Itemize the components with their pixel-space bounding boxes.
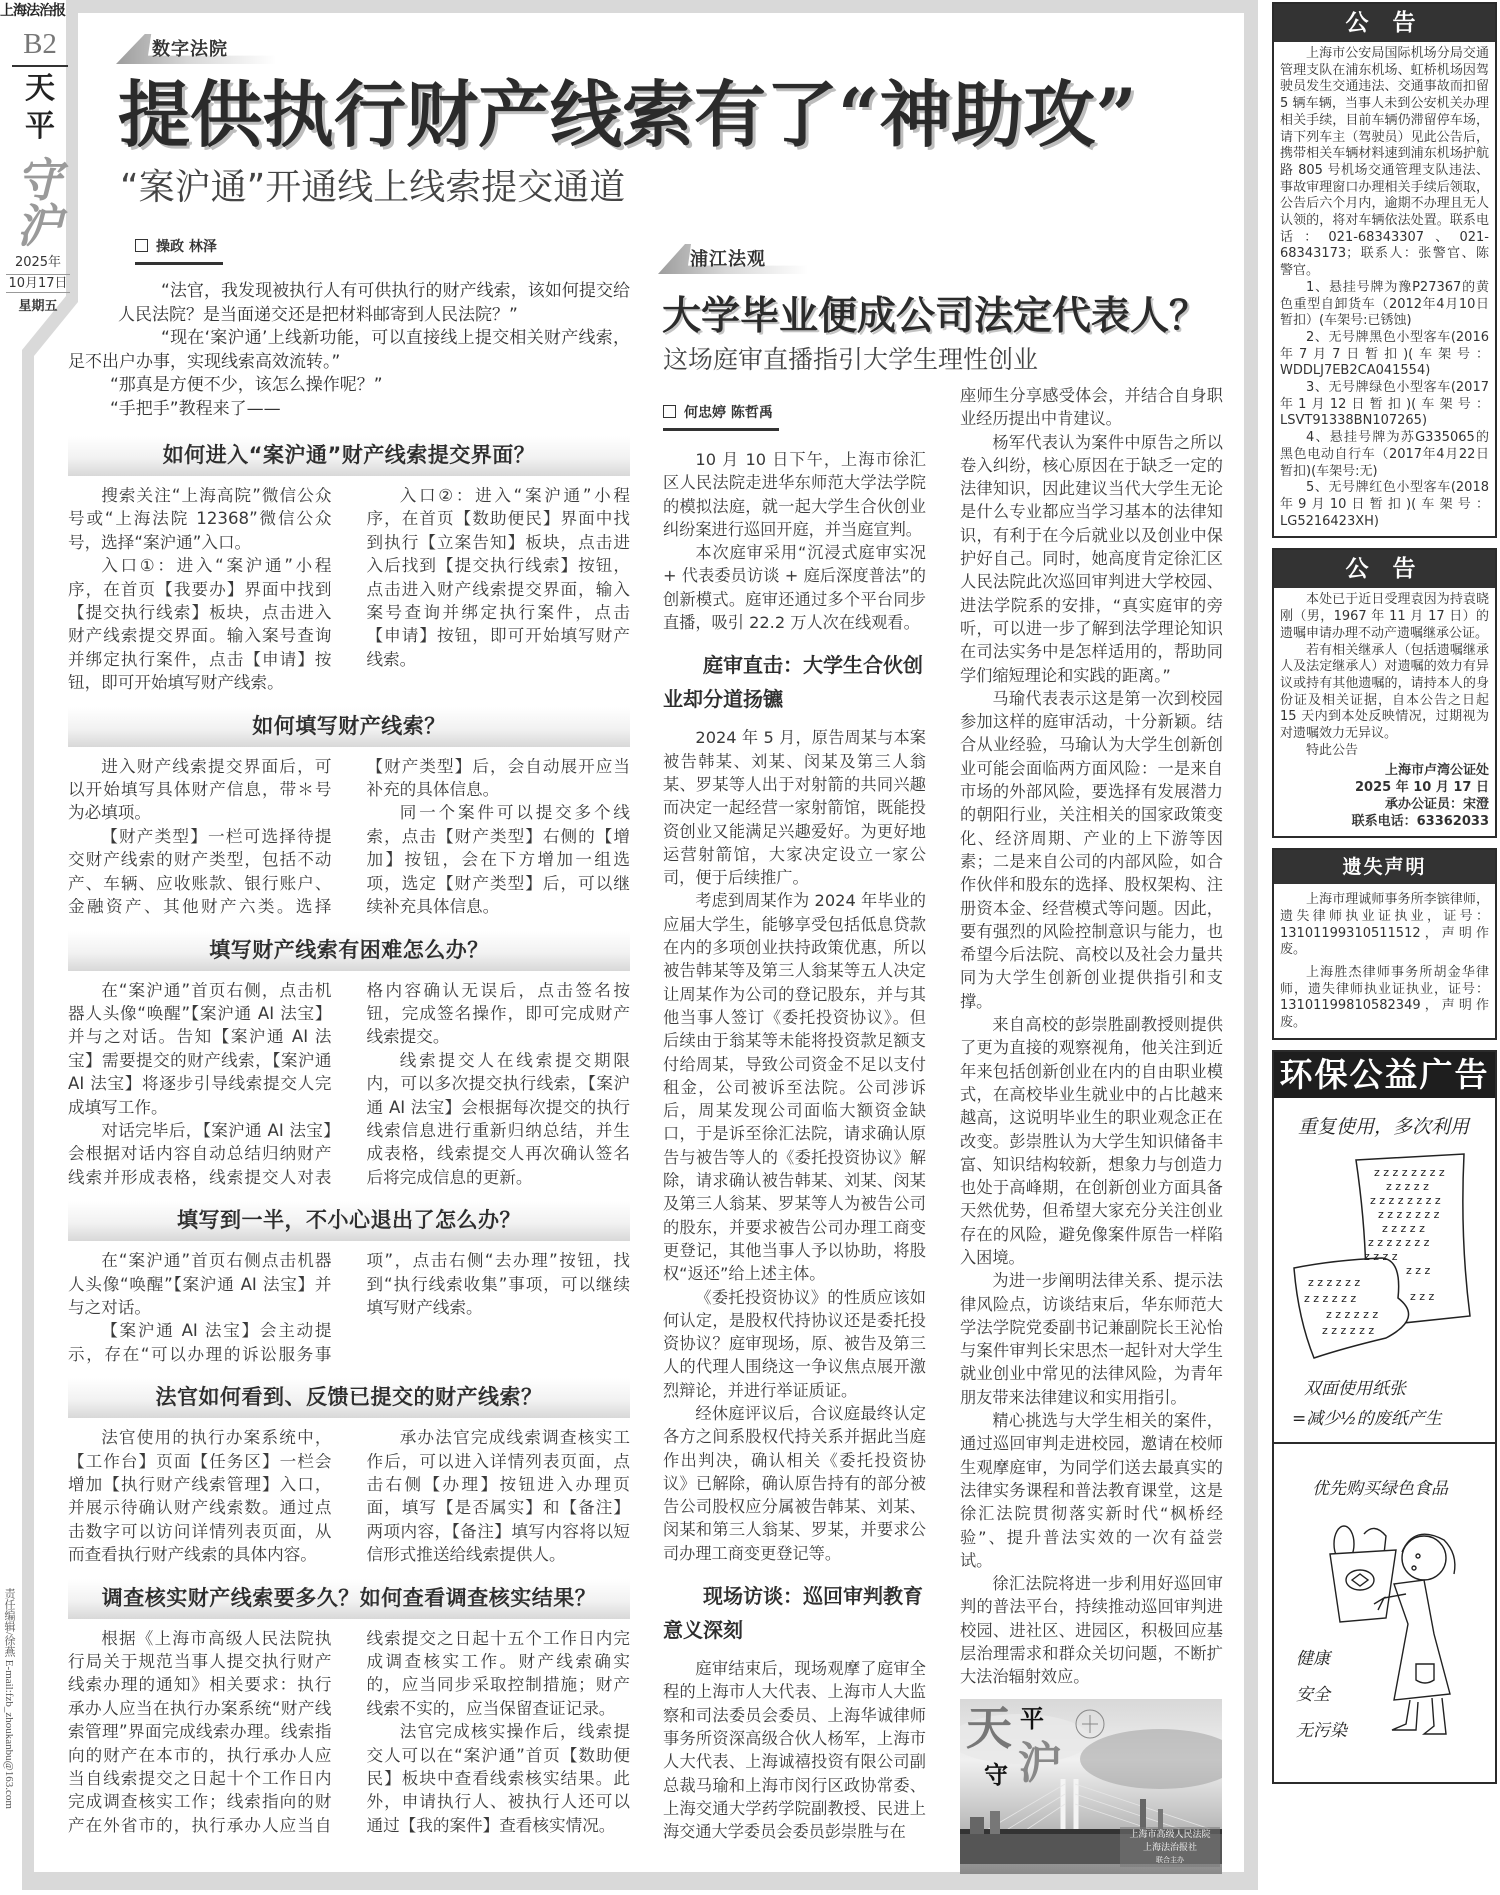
intro <box>68 280 630 421</box>
byline <box>135 236 223 265</box>
paragraph: 入口①：进入“案沪通”小程序，在首页【我要办】界面中找到【提交执行线索】板块，点击进入财产线索提交界面。输入案号查询并绑定执行案件，点击【申请】按钮，即可开始填写财产线索。 <box>68 556 332 693</box>
section-body <box>68 1627 630 1838</box>
section-body <box>68 979 630 1190</box>
notice-paragraph: 若有相关继承人（包括遗嘱继承人及法定继承人）对遗嘱的效力有异议或持有其他遗嘱的，请持本人的身份证及相关证据，自本公告之日起 15 天内到本处反映情况，过期视为对遗嘱效力无异议。 <box>1280 642 1489 742</box>
paragraph: 同一个案件可以提交多个线索，点击【财产类型】右侧的【增加】按钮，会在下方增加一组选项，选定【财产类型】后，可以继续补充具体信息。 <box>366 803 630 917</box>
notice-body <box>1274 588 1495 836</box>
section-heading: 填写到一半，不小心退出了怎么办？ <box>68 1201 630 1241</box>
paragraph: 根据《上海市高级人民法院执行局关于规范当事人提交执行财产线索办理的通知》相关要求：执行承办人应当在执行办案系统“财产线索管理”界面完成线索办理。线索指向的财产在本市的，执行承办人应当自线索提交之日起十个工作日内完成调查核实工作；线索指向的财产在外省市的，执行承办人应当自线索提交之日起十五个工作日内完成调查核实工作。财产线索确实的，应当同步采取控制措施；财产线索不实的，应当保留查证记录。 <box>68 1628 630 1835</box>
notice-vehicles <box>1272 2 1497 538</box>
article-column-right <box>960 384 1223 1874</box>
svg-text:z z z z z z z z: z z z z z z z z <box>1370 1193 1441 1207</box>
byline <box>663 402 779 431</box>
notice-paragraph: 本处已于近日受理袁因为持袁晓刚（男，1967 年 11 月 17 日）的遗嘱申请办理不动产遗嘱继承公证。 <box>1280 592 1489 641</box>
paragraph: 来自高校的彭崇胜副教授则提供了更为直接的观察视角，他关注到近年来包括创新创业在内的自由职业模式，在高校毕业生就业中的占比越来越高，这说明毕业生的职业观念正在改变。彭崇胜认为大学生知识储备丰富、知识结构较新，想象力与创造力也处于高峰期，在创新创业方面具备天然优势，但希望大家充分关注创业存在的风险，避免像案件原告一样陷入困境。 <box>960 1015 1223 1267</box>
ad-word: 无污染 <box>1296 1720 1347 1741</box>
caption-line: 上海市高级人民法院 <box>1129 1829 1211 1840</box>
notice-lost-statement <box>1272 848 1497 1040</box>
ad-caption: =减少½的废纸产生 <box>1292 1408 1442 1429</box>
section-heading: 如何进入“案沪通”财产线索提交界面？ <box>68 436 630 476</box>
banner-logo-char: 沪 <box>1018 1737 1062 1789</box>
headline: 提供执行财产线索有了“神助攻” <box>118 72 1137 157</box>
byline-box-icon <box>663 405 676 418</box>
paragraph: 法官使用的执行办案系统中，【工作台】页面【任务区】一栏会增加【执行财产线索管理】入口，并展示待确认财产线索数。通过点击数字可以访问详情列表页面，从而查看执行财产线索的具体内容。 <box>68 1428 332 1565</box>
banner-logo-char: 守 <box>984 1760 1008 1789</box>
svg-text:z z z z z z z: z z z z z z z <box>1378 1207 1440 1221</box>
paragraph: 进入财产线索提交界面后，可以开始填写具体财产信息，带＊号为必填项。 <box>68 756 332 823</box>
svg-text:z z z z z: z z z z z <box>1382 1221 1425 1235</box>
notice-title: 遗失声明 <box>1274 850 1495 884</box>
notice-item: 3、无号牌绿色小型客车(2017年1月12日暂扣)(车架号：LSVT91338BN107265) <box>1280 380 1489 429</box>
section-tag-label: 浦江法观 <box>690 249 766 270</box>
notice-item: 4、悬挂号牌为苏G335065的黑色电动自行车（2017年4月22日暂扣)(车架号:无) <box>1280 430 1489 479</box>
issue-weekday: 星期五 <box>18 299 58 314</box>
notices-column <box>1272 2 1497 1794</box>
subheadline: 这场庭审直播指引大学生理性创业 <box>663 345 1039 374</box>
paragraph: 入口②：进入“案沪通”小程序，在首页【数助便民】界面中找到执行【立案告知】板块，点击进入后找到【提交执行线索】按钮，点击进入财产线索提交界面，输入案号查询并绑定执行案件，点击【申请】按钮，即可开始填写财产线索。 <box>366 486 630 669</box>
notice-item: 5、无号牌红色小型客车(2018年9月10日暂扣)(车架号：LG5216423XH) <box>1280 480 1489 529</box>
paragraph: 在“案沪通”首页右侧点击机器人头像“唤醒”【案沪通 AI 法宝】并与之对话。 <box>68 1251 332 1317</box>
page-number: B2 <box>12 28 68 67</box>
notice-signature: 上海市卢湾公证处 <box>1384 763 1489 779</box>
paragraph: 杨军代表认为案件中原告之所以卷入纠纷，核心原因在于缺乏一定的法律知识，因此建议当代大学生无论是什么专业都应当学习基本的法律知识，有利于在今后就业以及创业中保护好自己。同时，她高度肯定徐汇区人民法院此次巡回审判进大学校园、进法学院系的安排，“真实庭审的旁听，可以进一步了解到法学理论知识在司法实务中是怎样适用的，帮助同学们缩短理论和实践的距离。” <box>960 432 1223 685</box>
section-heading: 法官如何看到、反馈已提交的财产线索？ <box>68 1378 630 1418</box>
notice-signature: 承办公证员：宋澄 <box>1384 796 1489 812</box>
section-body <box>68 484 630 695</box>
column-banner-photo <box>960 1699 1222 1874</box>
notice-notary <box>1272 548 1497 838</box>
article-section <box>68 1378 630 1566</box>
notice-body <box>1274 884 1495 1038</box>
intro-paragraph: “现在‘案沪通’上线新功能，可以直接线上提交相关财产线索，足不出户办事，实现线索高效流转。” <box>68 328 630 372</box>
notice-body <box>1274 42 1495 536</box>
article-section <box>68 1201 630 1366</box>
issue-year: 2025年 <box>14 255 62 270</box>
svg-text:z z z: z z z <box>1406 1263 1431 1277</box>
article-section <box>68 436 630 695</box>
article-section <box>68 931 630 1190</box>
paragraph: 座师生分享感受体会，并结合自身职业经历提出中肯建议。 <box>960 386 1223 429</box>
svg-text:z z z: z z z <box>1410 1289 1435 1303</box>
article-sections <box>68 436 630 1849</box>
paragraph: 承办法官完成线索调查核实工作后，可以进入详情列表页面，点击右侧【办理】按钮进入办理页面，填写【是否属实】和【备注】两项内容，【备注】填写内容将以短信形式推送给线索提供人。 <box>366 1428 630 1565</box>
byline-box-icon <box>135 239 148 252</box>
column-name-char: 守 <box>16 153 62 207</box>
notice-paragraph: 特此公告 <box>1306 742 1359 758</box>
article-section <box>68 707 630 919</box>
notice-item: 1、悬挂号牌为豫P27367的黄色重型自卸货车（2012年4月10日暂扣）(车架号:已锈蚀) <box>1280 279 1489 329</box>
paragraph: 考虑到周某作为 2024 年毕业的应届大学生，能够享受包括低息贷款在内的多项创业扶持政策优惠，所以被告韩某等及第三人翁某等五人决定让周某作为公司的登记股东，并与其他当事人签订《委托投资协议》。但后续由于翁某等未能将投资款足额支付给周某，导致公司资金不足以支付租金，公司被诉至法院。公司涉诉后，周某发现公司面临大额资金缺口，于是诉至徐汇法院，请求确认原告与被告等人的《委托投资协议》解除，请求确认被告韩某、刘某、闵某及第三人翁某、罗某等人为被告公司的股东，并要求被告公司办理工商变更登记，其他当事人予以协助，将股权“返还”给上述主体。 <box>663 891 926 1284</box>
paragraph: 为进一步阐明法律关系、提示法律风险点，访谈结束后，华东师范大学法学院党委副书记兼副院长王沁怡与案件审判长宋思杰一起针对大学生就业创业中常见的法律风险，为青年朋友带来法律建议和实用指引。 <box>960 1271 1223 1407</box>
paragraph: 马瑜代表表示这是第一次到校园参加这样的庭审活动，十分新颖。结合从业经验，马瑜认为大学生创新创业可能会面临两方面风险：一是来自市场的外部风险，要选择有发展潜力的朝阳行业，关注相关的国家政策变化、经济周期、产业的上下游等因素；二是来自公司的内部风险，如合作伙伴和股东的选择、股权架构、注册资本金、经营模式等问题。因此，要有强烈的风险控制意识与能力，也希望今后法院、高校以及社会力量共同为大学生创新创业提供指引和支撑。 <box>960 688 1223 1011</box>
article-section <box>68 1579 630 1838</box>
paragraph: 【案沪通 AI 法宝】会主动提示，存在“可以办理的诉讼服务事项”，点击右侧“去办理”按钮，找到“执行线索收集”事项，可以继续填写财产线索。 <box>68 1251 630 1364</box>
ad-slogan: 优先购买绿色食品 <box>1312 1478 1448 1499</box>
article-column-left <box>663 448 926 1843</box>
subheading: 现场访谈：巡回审判教育意义深刻 <box>663 1584 923 1643</box>
intro-paragraph: “手把手”教程来了—— <box>110 398 281 419</box>
section-heading: 填写财产线索有困难怎么办？ <box>68 931 630 971</box>
caption-line: 上海法治报社 <box>1142 1842 1197 1853</box>
public-service-ad <box>1272 1050 1497 1784</box>
paragraph: 本次庭审采用“沉浸式庭审实况 + 代表委员访谈 + 庭后深度普法”的创新模式。庭审还通过多个平台同步直播，吸引 22.2 万人次在线观看。 <box>663 543 926 633</box>
banner-logo-char: 天 <box>966 1700 1012 1755</box>
svg-text:z z z z z z: z z z z z z <box>1308 1275 1361 1289</box>
byline-authors: 何忠婷 陈哲禹 <box>684 405 773 421</box>
section-heading: 调查核实财产线索要多久？如何查看调查核实结果？ <box>68 1579 630 1619</box>
headline: 大学毕业便成公司法定代表人？ <box>662 293 1209 339</box>
svg-text:z z z z z z z z: z z z z z z z z <box>1374 1165 1445 1179</box>
paragraph: 庭审结束后，现场观摩了庭审全程的上海市人大代表、上海市人大监察和司法委员会委员、上海华诚律师事务所资深高级合伙人杨军，上海市人大代表、上海诚禧投资有限公司副总裁马瑜和上海市闵行区政协常委、上海交通大学药学院副教授、民进上海交通大学委员会委员彭崇胜与在 <box>663 1659 926 1842</box>
paragraph: 徐汇法院将进一步利用好巡回审判的普法平台，持续推动巡回审判进校园、进社区、进园区，积极回应基层治理需求和群众关切问题，不断扩大法治辐射效应。 <box>960 1574 1223 1687</box>
paragraph: 精心挑选与大学生相关的案件，通过巡回审判走进校园，邀请在校师生观摩庭审，为同学们送去最真实的法律实务课程和普法教育课堂，这是徐汇法院贯彻落实新时代“枫桥经验”、提升普法实效的一次有益尝试。 <box>960 1411 1223 1570</box>
paragraph: 2024 年 5 月，原告周某与本案被告韩某、刘某、闵某及第三人翁某、罗某等人出于对射箭的共同兴趣而决定一起经营一家射箭馆，既能投资创业又能满足兴趣爱好。为更好地运营射箭馆，大家决定设立一家公司，便于后续推广。 <box>663 728 926 888</box>
column-name-char: 天 <box>25 71 55 106</box>
paragraph: 法官完成核实操作后，线索提交人可以在“案沪通”首页【数助便民】板块中查看线索核实结果。此外，申请执行人、被执行人还可以通过【我的案件】查看核实情况。 <box>366 1722 630 1835</box>
section-tag-label: 数字法院 <box>152 39 228 60</box>
banner-caption <box>1120 1827 1220 1867</box>
paragraph: 搜索关注“上海高院”微信公众号或“上海法院 12368”微信公众号，选择“案沪通”入口。 <box>68 486 332 552</box>
notice-paragraph: 上海市理诚师事务所李镔律师，遗失律师执业证执业，证号：13101199310511512，声明作废。 <box>1280 892 1489 958</box>
caption-line: 联合主办 <box>1156 1855 1184 1864</box>
ad-word: 健康 <box>1296 1648 1330 1669</box>
svg-text:z z z z z: z z z z z <box>1386 1179 1429 1193</box>
column-name-char: 平 <box>25 109 55 144</box>
issue-date: 10月17日 <box>6 274 70 293</box>
svg-text:z z z z z z: z z z z z z <box>1304 1291 1357 1305</box>
paragraph: 《委托投资协议》的性质应该如何认定，是股权代持协议还是委托投资协议？庭审现场，原、被告及第三人的代理人围绕这一争议焦点展开激烈辩论，并进行举证质证。 <box>663 1287 926 1400</box>
notice-title: 公 告 <box>1274 550 1495 588</box>
section-body <box>68 755 630 919</box>
svg-text:z z z z z z: z z z z z z <box>1326 1307 1379 1321</box>
subheadline: “案沪通”开通线上线索提交通道 <box>120 167 626 208</box>
ad-panel-food <box>1274 1444 1495 1780</box>
notice-title: 公 告 <box>1274 4 1495 42</box>
ad-title: 环保公益广告 <box>1274 1052 1495 1098</box>
ad-slogan: 重复使用，多次利用 <box>1298 1115 1470 1138</box>
paragraph: 经休庭评议后，合议庭最终认定各方之间系股权代持关系并据此当庭作出判决，确认相关《委托投资协议》已解除，确认原告持有的部分被告公司股权应分属被告韩某、刘某、闵某和第三人翁某、罗某，并要求公司办理工商变更登记等。 <box>663 1403 926 1563</box>
notice-item: 2、无号牌黑色小型客车(2016年7月7日暂扣)(车架号：WDDLJ7EB2CA041554) <box>1280 329 1489 379</box>
paragraph: 在“案沪通”首页右侧，点击机器人头像“唤醒”【案沪通 AI 法宝】并与之对话。告知【案沪通 AI 法宝】需要提交的财产线索，【案沪通 AI 法宝】将逐步引导线索提交人完成填写工作。 <box>68 980 332 1117</box>
section-body <box>68 1249 630 1366</box>
banner-logo-char: 平 <box>1020 1704 1044 1733</box>
ad-word: 安全 <box>1296 1684 1330 1705</box>
ad-caption: 双面使用纸张 <box>1304 1378 1406 1399</box>
column-name-char: 沪 <box>16 199 62 253</box>
section-tag <box>116 34 276 64</box>
ad-panel-paper <box>1274 1098 1495 1444</box>
section-body <box>68 1426 630 1566</box>
paragraph: 10 月 10 日下午，上海市徐汇区人民法院走进华东师范大学法学院的模拟法庭，就一起大学生合伙创业纠纷案进行巡回开庭，并当庭宣判。 <box>663 450 926 539</box>
svg-text:z z z z z z: z z z z z z <box>1322 1323 1375 1337</box>
editor-credit: 责任编辑/徐燕 E-mail:fzb_zhoukanbu@163.com <box>3 1588 15 1809</box>
paragraph: 【财产类型】一栏可选择待提交财产线索的财产类型，包括不动产、车辆、应收账款、银行账户、金融资产、其他财产六类。选择【财产类型】后，会自动展开应当补充的具体信息。 <box>68 756 630 917</box>
paragraph: 线索提交人在线索提交期限内，可以多次提交执行线索，【案沪通 AI 法宝】会根据每次提交的执行线索信息进行重新归纳总结，并生成表格，线索提交人再次确认签名后将完成信息的更新。 <box>366 1050 630 1187</box>
paper-sheets-drawing <box>1274 1148 1495 1368</box>
section-tag <box>658 244 808 274</box>
newspaper-logo: 上海法治报 <box>0 3 65 19</box>
svg-text:z z z z z z z: z z z z z z z <box>1368 1235 1430 1249</box>
intro-paragraph: “那真是方便不少，该怎么操作呢？” <box>110 375 383 395</box>
notice-signature: 2025 年 10 月 17 日 <box>1355 780 1489 796</box>
intro-paragraph: “法官，我发现被执行人有可供执行的财产线索，该如何提交给人民法院？是当面递交还是把材料邮寄到人民法院？” <box>118 281 630 325</box>
byline-authors: 操政 林泽 <box>156 239 217 255</box>
notice-paragraph: 上海胜杰律师事务所胡金华律师，遗失律师执业证执业，证号：13101199810582349，声明作废。 <box>1280 965 1489 1031</box>
svg-text:z z z z: z z z z <box>1364 1249 1398 1263</box>
notice-signature: 联系电话：63362033 <box>1351 813 1489 829</box>
paragraph: 对话完毕后，【案沪通 AI 法宝】会根据对话内容自动总结归纳财产线索并形成表格，线索提交人对表格内容确认无误后，点击签名按钮，完成签名操作，即可完成财产线索提交。 <box>68 980 630 1187</box>
subheading: 庭审直击：大学生合伙创业却分道扬镳 <box>663 653 923 712</box>
section-heading: 如何填写财产线索？ <box>68 707 630 747</box>
notice-paragraph: 上海市公安局国际机场分局交通管理支队在浦东机场、虹桥机场因驾驶员发生交通违法、交通事故而扣留 5 辆车辆，当事人未到公安机关办理相关手续，目前车辆仍滞留停车场，请下列车主（驾驶员）见此公告后，携带相关车辆材料速到浦东机场护航路 805 号机场交通管理支队违法、事故审理窗口办理相关手续后领取，公告后六个月内，逾期不办理且无人认领的，将对车辆依法处置。联系电话：021-68343307、021-68343173；联系人：张警官、陈警官。 <box>1280 46 1489 279</box>
